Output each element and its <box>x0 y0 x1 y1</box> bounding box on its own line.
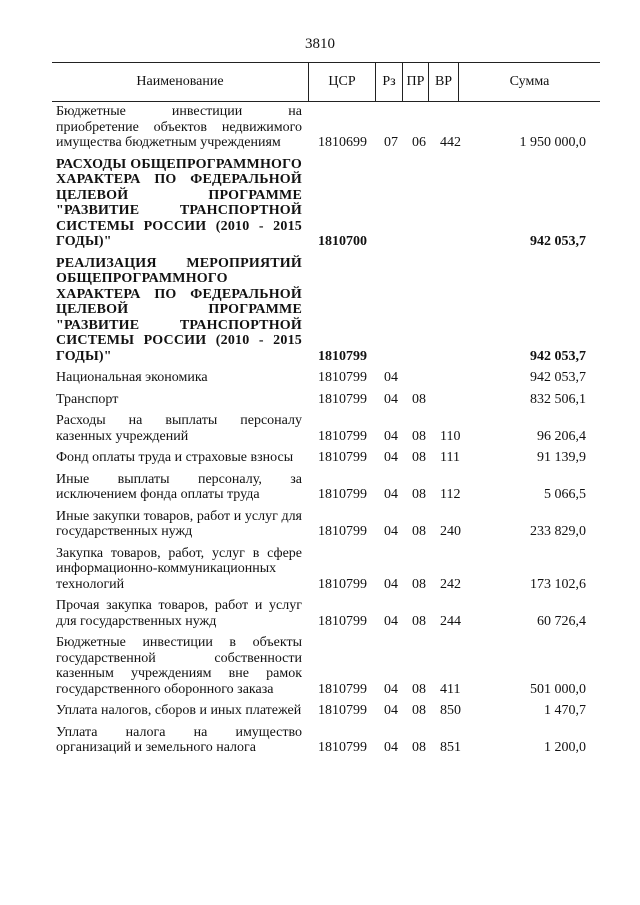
row-csr: 1810799 <box>318 576 367 592</box>
row-sum: 832 506,1 <box>530 391 586 407</box>
row-rz: 04 <box>384 391 398 407</box>
table-row <box>56 472 600 503</box>
row-sum: 1 950 000,0 <box>519 135 586 150</box>
row-sum: 60 726,4 <box>537 613 586 629</box>
row-vr: 242 <box>440 576 461 592</box>
row-rz: 04 <box>384 524 398 539</box>
row-name: РЕАЛИЗАЦИЯ МЕРОПРИЯТИЙ ОБЩЕПРОГРАММНОГО ХАРАКТЕРА ПО ФЕДЕРАЛЬНОЙ ЦЕЛЕВОЙ ПРОГРАММЕ "РАЗВИТИЕ ТРАНСПОРТНОЙ СИСТЕМЫ РОССИИ (2010 - 2015 ГОДЫ)" <box>56 255 302 364</box>
row-name: РАСХОДЫ ОБЩЕПРОГРАММНОГО ХАРАКТЕРА ПО ФЕДЕРАЛЬНОЙ ЦЕЛЕВОЙ ПРОГРАММЕ "РАЗВИТИЕ ТРАНСПОРТНОЙ СИСТЕМЫ РОССИИ (2010 - 2015 ГОДЫ)" <box>56 156 302 249</box>
row-name: Уплата налога на имущество организаций и земельного налога <box>56 724 302 755</box>
row-sum: 942 053,7 <box>530 234 586 249</box>
row-name: Национальная экономика <box>56 370 208 385</box>
row-sum: 96 206,4 <box>537 428 586 444</box>
row-csr: 1810799 <box>318 370 367 385</box>
row-rz: 04 <box>384 370 398 385</box>
row-pr: 08 <box>412 703 426 718</box>
row-vr: 411 <box>440 681 461 697</box>
row-rz: 04 <box>384 681 398 697</box>
header-vr: ВР <box>428 63 458 101</box>
table-row <box>56 157 600 250</box>
row-vr: 850 <box>440 703 461 718</box>
page-number: 3810 <box>305 36 335 52</box>
row-sum: 501 000,0 <box>530 681 586 697</box>
table-row <box>56 256 600 365</box>
row-rz: 04 <box>384 613 398 629</box>
row-name: Фонд оплаты труда и страховые взносы <box>56 450 294 465</box>
row-vr: 851 <box>440 740 461 755</box>
row-name: Прочая закупка товаров, работ и услуг для государственных нужд <box>56 598 302 629</box>
row-sum: 942 053,7 <box>530 348 586 364</box>
row-vr: 111 <box>440 450 460 465</box>
row-pr: 08 <box>412 524 426 539</box>
table-row <box>56 509 600 540</box>
row-sum: 233 829,0 <box>530 524 586 539</box>
row-name: Уплата налогов, сборов и иных платежей <box>56 703 302 718</box>
row-csr: 1810799 <box>318 703 367 718</box>
table-header <box>52 62 600 102</box>
row-vr: 244 <box>440 613 461 629</box>
table-row <box>56 370 600 386</box>
row-csr: 1810799 <box>318 348 367 364</box>
row-vr: 240 <box>440 524 461 539</box>
row-pr: 08 <box>412 428 426 444</box>
row-vr: 112 <box>440 487 461 502</box>
row-rz: 04 <box>384 450 398 465</box>
row-csr: 1810700 <box>318 234 367 249</box>
row-csr: 1810799 <box>318 391 367 407</box>
row-csr: 1810799 <box>318 450 367 465</box>
row-csr: 1810799 <box>318 613 367 629</box>
row-rz: 04 <box>384 740 398 755</box>
row-name: Бюджетные инвестиции на приобретение объектов недвижимого имущества бюджетным учреждениям <box>56 104 302 150</box>
row-sum: 942 053,7 <box>530 370 586 385</box>
row-pr: 08 <box>412 450 426 465</box>
header-sum: Сумма <box>458 63 600 101</box>
row-name: Транспорт <box>56 391 119 407</box>
row-csr: 1810799 <box>318 487 367 502</box>
row-rz: 04 <box>384 576 398 592</box>
row-name: Иные выплаты персоналу, за исключением фонда оплаты труда <box>56 471 302 502</box>
table-row <box>56 546 600 593</box>
row-sum: 91 139,9 <box>537 450 586 465</box>
row-sum: 173 102,6 <box>530 576 586 592</box>
row-csr: 1810799 <box>318 681 367 697</box>
row-csr: 1810799 <box>318 740 367 755</box>
row-name: Закупка товаров, работ, услуг в сфере информационно-коммуникационных технологий <box>56 545 302 592</box>
row-pr: 08 <box>412 391 426 407</box>
row-vr: 442 <box>440 135 461 150</box>
table-body <box>56 104 600 762</box>
row-vr: 110 <box>440 428 461 444</box>
table-row <box>56 635 600 697</box>
table-row <box>56 450 600 466</box>
row-pr: 08 <box>412 681 426 697</box>
row-rz: 04 <box>384 703 398 718</box>
row-csr: 1810799 <box>318 428 367 444</box>
row-csr: 1810699 <box>318 135 367 150</box>
header-pr: ПР <box>402 63 428 101</box>
row-pr: 08 <box>412 740 426 755</box>
row-pr: 08 <box>412 613 426 629</box>
row-sum: 1 470,7 <box>544 703 586 718</box>
row-rz: 04 <box>384 428 398 444</box>
table-row <box>56 392 600 408</box>
row-pr: 06 <box>412 135 426 150</box>
row-csr: 1810799 <box>318 524 367 539</box>
header-csr: ЦСР <box>308 63 375 101</box>
header-rz: Рз <box>375 63 402 101</box>
row-rz: 07 <box>384 135 398 150</box>
table-row <box>56 598 600 629</box>
row-pr: 08 <box>412 487 426 502</box>
table-row <box>56 725 600 756</box>
row-sum: 5 066,5 <box>544 487 586 502</box>
row-pr: 08 <box>412 576 426 592</box>
table-row <box>56 703 600 719</box>
header-name: Наименование <box>136 74 224 89</box>
row-name: Расходы на выплаты персоналу казенных учреждений <box>56 413 302 444</box>
table-row <box>56 104 600 151</box>
row-name: Иные закупки товаров, работ и услуг для государственных нужд <box>56 508 302 539</box>
row-sum: 1 200,0 <box>544 740 586 755</box>
table-row <box>56 413 600 444</box>
row-name: Бюджетные инвестиции в объекты государственной собственности казенным учреждениям вне рамок государственного оборонного заказа <box>56 635 302 697</box>
row-rz: 04 <box>384 487 398 502</box>
